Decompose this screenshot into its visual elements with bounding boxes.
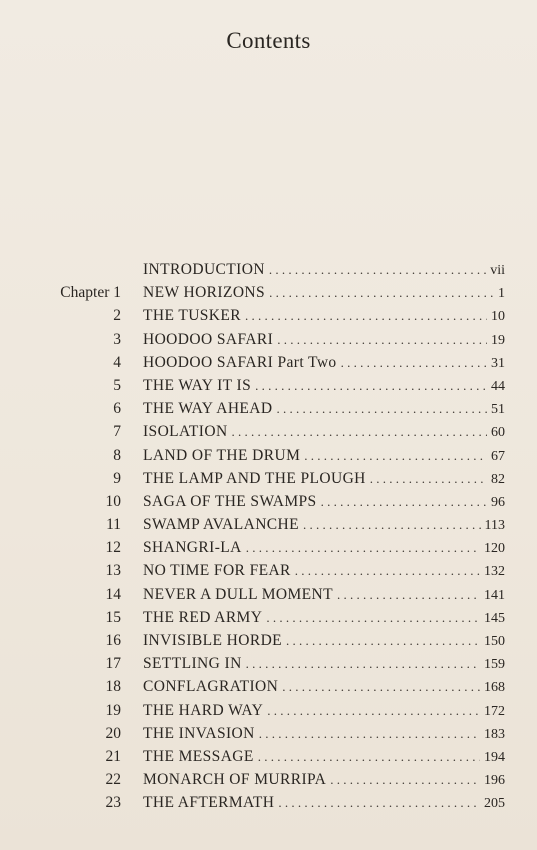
chapter-title: THE HARD WAY (143, 701, 264, 719)
chapter-number (36, 281, 121, 304)
page-number: 172 (484, 703, 505, 719)
page-title: Contents (226, 28, 311, 53)
toc-entry (143, 583, 505, 607)
chapter-number (36, 374, 121, 397)
chapter-title: SWAMP AVALANCHE (143, 516, 300, 534)
chapter-num: 12 (105, 539, 121, 557)
chapter-title: HOODOO SAFARI (143, 330, 274, 348)
chapter-title: NEW HORIZONS (143, 284, 266, 302)
toc-row (0, 768, 537, 791)
chapter-number (36, 397, 121, 420)
toc-entry (143, 791, 505, 815)
toc-entry (143, 420, 505, 444)
dot-leader (341, 351, 487, 374)
dot-leader (303, 513, 481, 536)
chapter-title: THE TUSKER (143, 307, 242, 325)
page-number: 51 (491, 402, 505, 418)
toc-entry (143, 745, 505, 769)
page-number: 145 (484, 610, 505, 626)
chapter-number (36, 583, 121, 606)
chapter-num: 6 (113, 400, 121, 418)
dot-leader (259, 722, 480, 745)
chapter-title: ISOLATION (143, 423, 228, 441)
toc-entry (143, 513, 505, 537)
page-number: 183 (484, 726, 505, 742)
chapter-number (36, 351, 121, 374)
chapter-number (36, 652, 121, 675)
chapter-title: INVISIBLE HORDE (143, 632, 283, 649)
chapter-number (36, 536, 121, 559)
chapter-title: NO TIME FOR FEAR (143, 562, 291, 580)
toc-row (0, 467, 537, 490)
toc-entry (143, 652, 505, 676)
chapter-title: INTRODUCTION (143, 261, 265, 278)
chapter-num: 7 (113, 423, 121, 441)
chapter-title: MONARCH OF MURRIPA (143, 771, 327, 789)
chapter-number (36, 420, 121, 443)
toc-row (0, 490, 537, 513)
chapter-num: 22 (105, 771, 121, 789)
toc-entry (143, 722, 505, 746)
page-number: 67 (491, 448, 505, 464)
toc-row (0, 536, 537, 559)
toc-entry (143, 629, 505, 653)
chapter-num: 8 (113, 446, 121, 464)
toc-entry (143, 258, 505, 282)
dot-leader (321, 490, 487, 513)
chapter-num: 1 (113, 284, 121, 302)
chapter-number (36, 606, 121, 629)
toc-entry (143, 768, 505, 792)
chapter-number (36, 467, 121, 490)
chapter-number (36, 768, 121, 791)
page-number: 82 (491, 471, 505, 487)
page-number: 194 (484, 749, 505, 765)
chapter-num: 9 (113, 469, 121, 487)
dot-leader (267, 699, 480, 722)
dot-leader (277, 328, 487, 351)
chapter-num: 14 (105, 585, 121, 603)
toc-row (0, 444, 537, 467)
toc-row (0, 722, 537, 745)
chapter-number (36, 675, 121, 698)
toc-row (0, 675, 537, 698)
chapter-num: 10 (105, 492, 121, 510)
chapter-num: 13 (105, 562, 121, 580)
table-of-contents (0, 258, 537, 815)
dot-leader (269, 258, 486, 281)
toc-row (0, 629, 537, 652)
chapter-title: THE MESSAGE (143, 747, 254, 765)
chapter-number (36, 513, 121, 536)
chapter-num: 19 (105, 701, 121, 719)
dot-leader (370, 467, 487, 490)
dot-leader (337, 583, 480, 606)
chapter-word: Chapter (60, 284, 110, 302)
page-number: 1 (498, 286, 505, 302)
dot-leader (269, 281, 494, 304)
dot-leader (286, 629, 480, 652)
toc-entry (143, 281, 505, 305)
toc-row (0, 652, 537, 675)
toc-row (0, 328, 537, 351)
toc-entry (143, 351, 505, 375)
page-number: 196 (484, 773, 505, 789)
toc-row (0, 559, 537, 582)
toc-row (0, 699, 537, 722)
chapter-title: THE RED ARMY (143, 608, 263, 626)
page-number: 113 (484, 518, 505, 534)
chapter-num: 5 (113, 376, 121, 394)
page-number: 60 (491, 425, 505, 441)
toc-row (0, 513, 537, 536)
chapter-num: 23 (105, 794, 121, 812)
toc-entry (143, 675, 505, 699)
dot-leader (330, 768, 480, 791)
page-number: 159 (484, 657, 505, 673)
toc-row (0, 258, 537, 281)
toc-entry (143, 536, 505, 560)
dot-leader (266, 606, 480, 629)
page-number: 44 (491, 378, 505, 394)
page-number: 132 (484, 564, 505, 580)
chapter-num: 2 (113, 307, 121, 325)
chapter-title: HOODOO SAFARI Part Two (143, 353, 337, 371)
dot-leader (282, 675, 480, 698)
page-number: 205 (484, 796, 505, 812)
page-number: 31 (491, 355, 505, 371)
page-number: 10 (491, 309, 505, 325)
toc-row (0, 304, 537, 327)
toc-entry (143, 397, 505, 421)
toc-row (0, 420, 537, 443)
page-number: 168 (484, 680, 505, 696)
chapter-title: THE AFTERMATH (143, 794, 275, 812)
chapter-number (36, 699, 121, 722)
chapter-number (36, 722, 121, 745)
chapter-number (36, 559, 121, 582)
page-number: 120 (484, 541, 505, 557)
chapter-num: 18 (105, 678, 121, 696)
dot-leader (258, 745, 480, 768)
toc-entry (143, 559, 505, 583)
toc-entry (143, 328, 505, 352)
chapter-title: SETTLING IN (143, 655, 242, 673)
chapter-number (36, 791, 121, 814)
chapter-num: 20 (105, 724, 121, 742)
toc-row (0, 397, 537, 420)
page-number: vii (490, 263, 505, 278)
toc-entry (143, 374, 505, 398)
chapter-number (36, 444, 121, 467)
chapter-num: 21 (105, 747, 121, 765)
chapter-number (36, 328, 121, 351)
chapter-title: THE LAMP AND THE PLOUGH (143, 469, 366, 487)
chapter-number (36, 490, 121, 513)
chapter-title: NEVER A DULL MOMENT (143, 585, 334, 603)
toc-row (0, 374, 537, 397)
toc-entry (143, 444, 505, 468)
toc-entry (143, 606, 505, 630)
toc-entry (143, 490, 505, 514)
chapter-number (36, 304, 121, 327)
dot-leader (304, 444, 487, 467)
toc-row (0, 791, 537, 814)
chapter-num: 11 (106, 516, 121, 534)
chapter-title: THE WAY IT IS (143, 376, 252, 394)
dot-leader (245, 304, 487, 327)
page-number: 19 (491, 332, 505, 348)
chapter-num: 15 (105, 608, 121, 626)
toc-row (0, 281, 537, 304)
chapter-title: LAND OF THE DRUM (143, 446, 301, 464)
toc-entry (143, 304, 505, 328)
dot-leader (255, 374, 487, 397)
chapter-title: THE INVASION (143, 724, 255, 742)
chapter-number (36, 745, 121, 768)
chapter-title: SAGA OF THE SWAMPS (143, 492, 317, 510)
page-number: 96 (491, 494, 505, 510)
toc-entry (143, 699, 505, 723)
chapter-num: 3 (113, 330, 121, 348)
dot-leader (246, 652, 480, 675)
chapter-num: 17 (105, 655, 121, 673)
toc-row (0, 583, 537, 606)
toc-row (0, 606, 537, 629)
page-number: 150 (484, 634, 505, 649)
chapter-number (36, 629, 121, 652)
dot-leader (295, 559, 480, 582)
chapter-num: 4 (113, 353, 121, 371)
dot-leader (232, 420, 487, 443)
chapter-num: 16 (105, 632, 121, 649)
dot-leader (246, 536, 480, 559)
page-number: 141 (484, 587, 505, 603)
chapter-title: THE WAY AHEAD (143, 400, 273, 418)
toc-row (0, 351, 537, 374)
toc-row (0, 745, 537, 768)
dot-leader (278, 791, 480, 814)
chapter-title: CONFLAGRATION (143, 678, 279, 696)
dot-leader (277, 397, 488, 420)
chapter-title: SHANGRI-LA (143, 539, 242, 557)
toc-entry (143, 467, 505, 491)
